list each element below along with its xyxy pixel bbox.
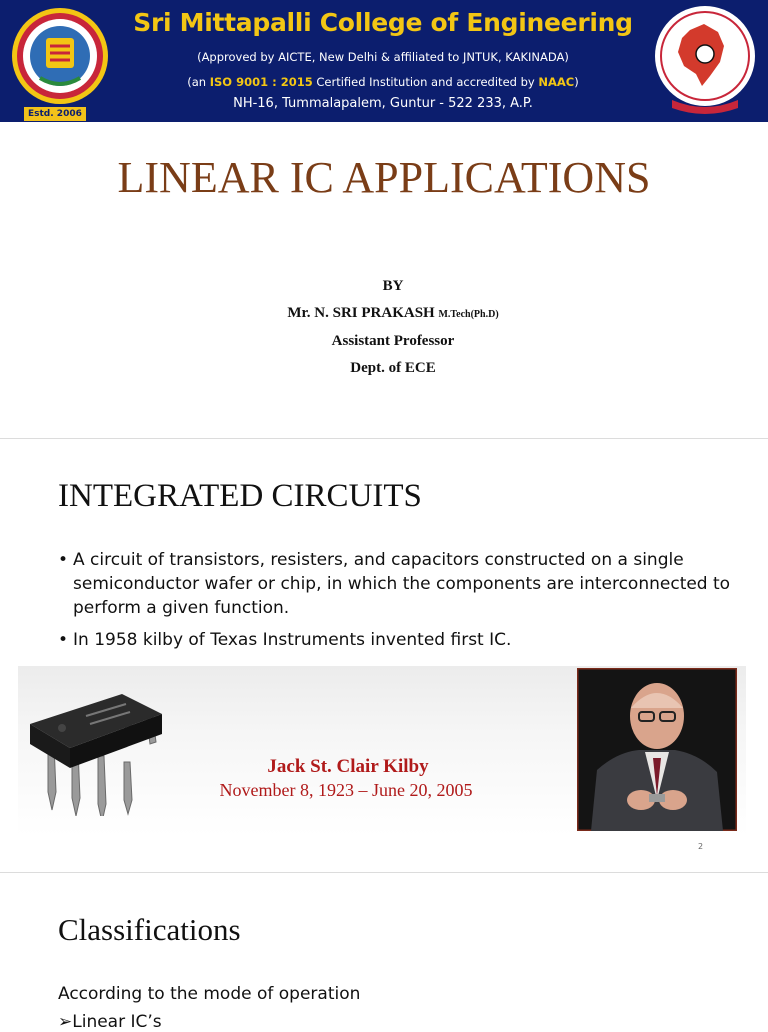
college-crest-icon <box>10 6 110 106</box>
bullet-item: • In 1958 kilby of Texas Instruments invented first IC. <box>58 628 738 652</box>
college-name: Sri Mittapalli College of Engineering <box>133 8 633 37</box>
kilby-dates: November 8, 1923 – June 20, 2005 <box>219 780 473 800</box>
accreditation-line <box>118 75 648 89</box>
author-degree: M.Tech(Ph.D) <box>438 309 499 320</box>
approval-line: (Approved by AICTE, New Delhi & affiliated to JNTUK, KAKINADA) <box>197 50 569 64</box>
accreditation-middle: Certified Institution and accredited by <box>312 75 539 89</box>
kilby-name: Jack St. Clair Kilby <box>267 756 429 777</box>
accreditation-prefix: (an <box>187 75 210 89</box>
accreditation-suffix: ) <box>574 75 579 89</box>
classification-intro: According to the mode of operation <box>58 984 361 1004</box>
by-label: BY <box>382 278 404 294</box>
college-banner <box>0 0 768 122</box>
established-badge: Estd. 2006 <box>24 107 86 121</box>
naac-seal-icon <box>652 4 758 116</box>
presentation-title: LINEAR IC APPLICATIONS <box>117 153 651 202</box>
classification-item: ➢Linear IC’s <box>58 1012 162 1032</box>
slide-divider <box>0 872 768 873</box>
slide-title: INTEGRATED CIRCUITS <box>58 478 422 514</box>
naac-highlight: NAAC <box>538 75 575 89</box>
kilby-portrait-icon <box>577 668 737 831</box>
iso-highlight: ISO 9001 : 2015 <box>209 75 313 89</box>
author-line <box>0 300 768 328</box>
ic-chip-icon <box>26 686 170 816</box>
page-number: 2 <box>698 842 704 851</box>
bullet-item: • A circuit of transistors, resisters, and capacitors constructed on a single semiconductor wafer or chip, in which the components are interconnected to perform a given function. <box>58 548 738 620</box>
address-line: NH-16, Tummalapalem, Guntur - 522 233, A.P. <box>233 96 533 111</box>
author-block <box>0 273 768 382</box>
slide-title: Classifications <box>58 912 241 947</box>
author-name: Mr. N. SRI PRAKASH <box>287 305 435 321</box>
bullet-list <box>58 548 738 660</box>
slide-divider <box>0 438 768 439</box>
author-designation: Assistant Professor <box>331 333 455 349</box>
author-department: Dept. of ECE <box>350 360 436 376</box>
title-slide <box>0 0 768 420</box>
